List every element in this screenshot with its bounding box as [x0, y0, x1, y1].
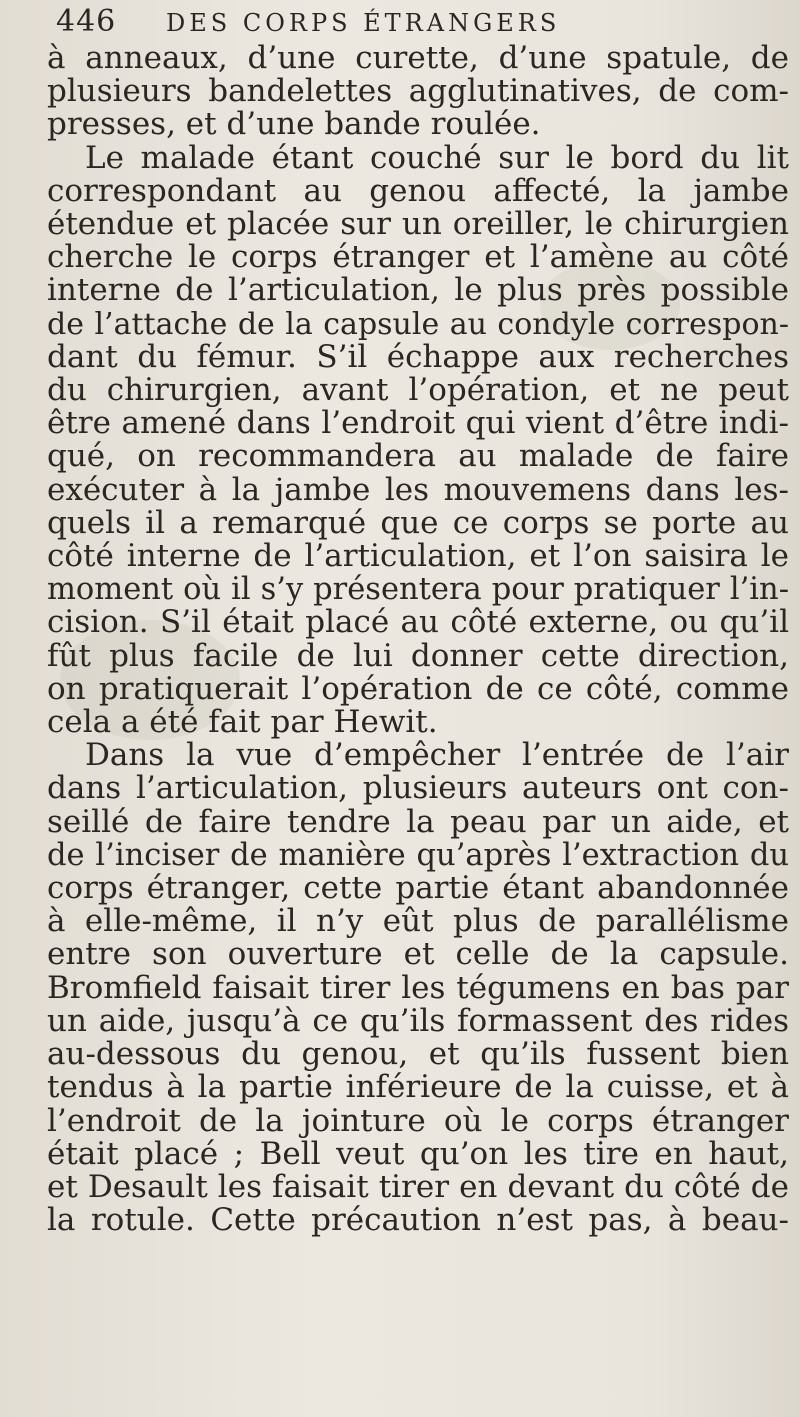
text-line: Dans la vue d’empêcher l’entrée de l’air — [85, 737, 789, 774]
running-head: DES CORPS ÉTRANGERS — [166, 9, 561, 37]
text-line: la rotule. Cette précaution n’est pas, à beau- — [47, 1202, 789, 1239]
text-line: entre son ouverture et celle de la capsule. — [47, 936, 789, 973]
text-line: corps étranger, cette partie étant abandonnée — [47, 870, 789, 907]
text-line: presses, et d’une bande roulée. — [47, 106, 541, 143]
text-line: était placé ; Bell veut qu’on les tire en haut, — [47, 1135, 789, 1172]
text-line: quels il a remarqué que ce corps se porte au — [47, 504, 789, 541]
text-line: cela a été fait par Hewit. — [47, 704, 438, 741]
page-header — [56, 4, 760, 40]
text-line: au-dessous du genou, et qu’ils fussent bien — [47, 1036, 789, 1073]
text-line: exécuter à la jambe les mouvemens dans les- — [47, 471, 789, 508]
text-line: seillé de faire tendre la peau par un aide, et — [47, 803, 789, 840]
text-line: interne de l’articulation, le plus près possible — [47, 272, 789, 309]
text-line: être amené dans l’endroit qui vient d’être indi- — [47, 405, 789, 442]
text-line: de l’inciser de manière qu’après l’extraction du — [47, 837, 789, 873]
text-line: étendue et placée sur un oreiller, le chirurgien — [47, 206, 789, 243]
text-line: on pratiquerait l’opération de ce côté, comme — [47, 670, 789, 707]
text-line: moment où il s’y présentera pour pratiquer l’in- — [47, 572, 789, 608]
text-line: tendus à la partie inférieure de la cuisse, et à — [47, 1069, 789, 1106]
text-line: cherche le corps étranger et l’amène au côté — [47, 239, 789, 276]
text-line: l’endroit de la jointure où le corps étranger — [47, 1102, 789, 1139]
text-line: Le malade étant couché sur le bord du lit — [85, 139, 789, 176]
body-text — [47, 42, 789, 1237]
text-line: qué, on recommandera au malade de faire — [47, 438, 789, 475]
text-line: dant du fémur. S’il échappe aux recherches — [47, 338, 789, 375]
text-line: et Desault les faisait tirer en devant du côté de — [47, 1168, 789, 1205]
text-line: un aide, jusqu’à ce qu’ils formassent des rides — [47, 1002, 789, 1039]
text-line: cision. S’il était placé au côté externe, ou qu’il — [47, 604, 789, 641]
text-line: côté interne de l’articulation, et l’on saisira le — [47, 538, 789, 575]
text-line: à elle-même, il n’y eût plus de parallélisme — [47, 903, 789, 940]
text-line: à anneaux, d’une curette, d’une spatule, de — [47, 40, 789, 76]
text-line: de l’attache de la capsule au condyle correspon- — [47, 306, 789, 342]
page-number: 446 — [56, 4, 117, 39]
text-line: plusieurs bandelettes agglutinatives, de com- — [47, 73, 789, 110]
text-line: fût plus facile de lui donner cette direction, — [47, 637, 789, 674]
text-line: du chirurgien, avant l’opération, et ne peut — [47, 372, 789, 409]
text-line: Bromfield faisait tirer les tégumens en bas par — [47, 969, 789, 1006]
text-line: correspondant au genou affecté, la jambe — [47, 172, 789, 209]
text-line: dans l’articulation, plusieurs auteurs ont con- — [47, 770, 789, 807]
